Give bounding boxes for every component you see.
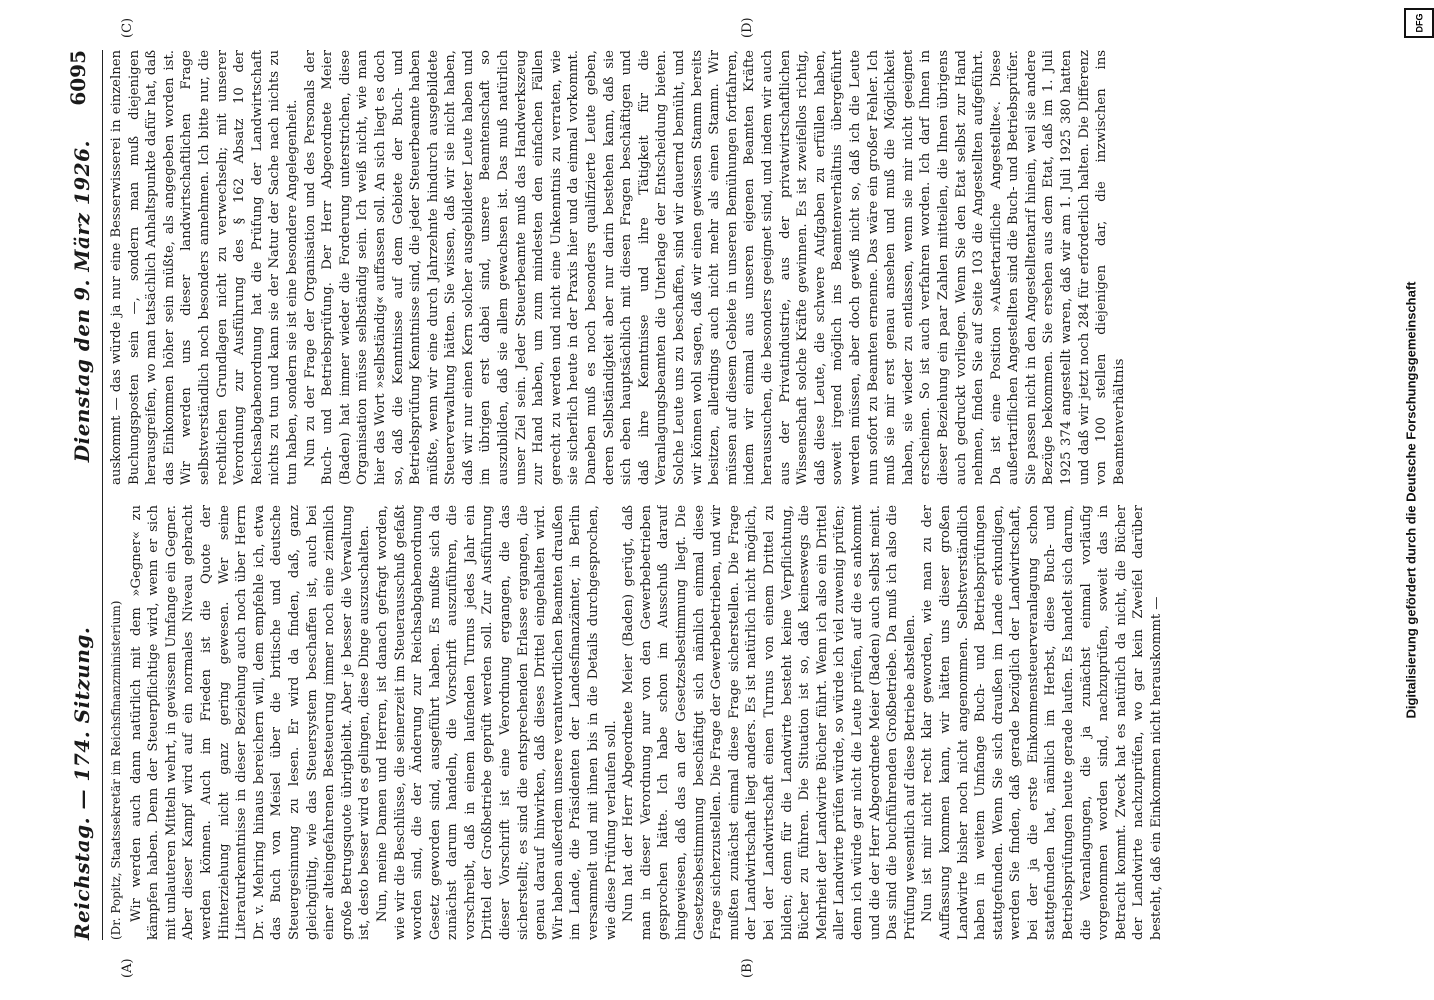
paragraph: Nun, meine Damen und Herren, ist danach gefragt worden, wie wir die Beschlüsse, die seinerzeit im Steuerausschuß gefaßt worden sind, die der Änderung zur Reichsabgabenordnung Gesetz geworden sind, ausgeführt haben. Es mußte sich da zunächst darum handeln, die Vorschrift auszuführen, die vorschreibt, daß in einem laufenden Turnus jedes Jahr ein Drittel der Großbetriebe geprüft werden soll. Zur Ausführung dieser Vorschrift ist eine Verordnung ergangen, die das sicherstellt; es sind die entsprechenden Erlasse ergangen, die genau darauf hinwirken, daß dieses Drittel eingehalten wird. Wir haben außerdem unsere verantwortlichen Beamten draußen im Lande, die Präsidenten der Landesfinanzämter, in Berlin versammelt und mit ihnen bis in die Details durchgesprochen, wie diese Prüfung verlaufen soll. (374, 505, 619, 940)
paragraph: auskommt — das würde ja nur eine Besserwisserei in einzelnen Buchungsposten sein —, sondern man muß diejenigen herausgreifen, wo man tatsächlich Anhaltspunkte dafür hat, daß das Einkommen höher sein müßte, als angegeben worden ist. Wir werden uns dieser landwirtschaftlichen Frage selbstverständlich noch besonders annehmen. Ich bitte nur, die rechtlichen Grundlagen nicht zu verwechseln; mit unserer Verordnung zur Ausführung des § 162 Absatz 10 der Reichsabgabenordnung hat die Prüfung der Landwirtschaft nichts zu tun und kann sie der Natur der Sache nach nichts zu tun haben, sondern sie ist eine besondere Angelegenheit. (109, 50, 300, 485)
dfg-logo-text: DFG (1414, 13, 1424, 33)
margin-mark-c: (C) (120, 17, 135, 38)
speaker-note: (Dr. Popitz, Staatssekretär im Reichsfinanzministerium) (109, 600, 123, 940)
left-column (108, 505, 1368, 940)
margin-mark-b: (B) (740, 958, 755, 978)
paragraph: Nun zu der Frage der Organisation und des Personals der Buch- und Betriebsprüfung. Der Herr Abgeordnete Meier (Baden) hat immer wieder die Forderung unterstrichen, diese Organisation müsse selbständig sein. Ich weiß nicht, wie man hier das Wort »selbständig« auffassen soll. An sich liegt es doch so, daß die Kenntnisse auf dem Gebiete der Buch- und Betriebsprüfung Kenntnisse sind, die jeder Steuerbeamte haben müßte, wenn wir eine durch Jahrzehnte hindurch ausgebildete Steuerverwaltung hätten. Sie wissen, daß wir sie nicht haben, daß wir nur einen Kern solcher ausgebildeter Leute haben und im übrigen erst dabei sind, unsere Beamtenschaft so auszubilden, daß sie allem gewachsen ist. Das muß natürlich unser Ziel sein. Jeder Steuerbeamte muß das Handwerkszeug zur Hand haben, um zum mindesten den einfachen Fällen gerecht zu werden und nicht eine Unkenntnis zu verraten, wie sie sicherlich heute in der Praxis hier und da einmal vorkommt. Daneben muß es noch besonders qualifizierte Leute geben, deren Selbständigkeit aber nur darin bestehen kann, daß sie sich eben hauptsächlich mit diesen Fragen beschäftigen und daß ihre Kenntnisse und ihre Tätigkeit für die Veranlagungsbeamten die Unterlage der Entscheidung bieten. Solche Leute uns zu beschaffen, sind wir dauernd bemüht, und wir können wohl sagen, daß wir einen gewissen Stamm bereits besitzen, allerdings auch nicht mehr als einen Stamm. Wir müssen auf diesem Gebiete in unseren Bemühungen fortfahren, indem wir einmal aus unseren eigenen Beamten Kräfte heraussuchen, die besonders geeignet sind, und indem wir auch aus der Privatindustrie, aus der privatwirtschaftlichen Wissenschaft solche Kräfte gewinnen. Es ist zweifellos richtig, daß diese Leute, die schwere Aufgaben zu erfüllen haben, soweit irgend möglich ins Beamtenverhältnis übergeführt werden müssen, aber doch gewiß nicht so, daß ich die Leute nun sofort zu Beamten ernenne. Das wäre ein großer Fehler. Ich muß sie mir erst genau ansehen und muß die Möglichkeit haben, sie wieder zu entlassen, wenn sie mir nicht geeignet erscheinen. So ist auch verfahren worden. Ich darf Ihnen in dieser Beziehung ein paar Zahlen mitteilen, die Ihnen übrigens auch gedruckt vorliegen. Wenn Sie den Etat selbst zur Hand nehmen, finden Sie auf Seite 103 die Angestellten aufgeführt. Da ist eine Position »Außertarifliche Angestellte«. Diese außertariflichen Angestellten sind die Buch- und Betriebsprüfer. Sie passen nicht in den Angestelltentarif hinein, weil sie andere Bezüge bekommen. Sie ersehen aus dem Etat, daß im 1. Juli 1925 374 angestellt waren, daß wir am 1. Juli 1925 380 hatten und daß wir jetzt noch 284 für erforderlich halten. Die Differenz von 100 stellen diejenigen dar, die inzwischen ins Beamtenverhältnis (302, 50, 1127, 485)
right-column (108, 50, 1368, 485)
page-number: 6095 (66, 50, 90, 106)
header-date: Dienstag den 9. März 1926. (70, 140, 94, 463)
digitization-note: Digitalisierung gefördert durch die Deutsche Forschungsgemeinschaft (1403, 281, 1419, 719)
digitization-strip (1388, 0, 1434, 1000)
paragraph: Nun hat der Herr Abgeordnete Meier (Baden) gerügt, daß man in dieser Verordnung nur von den Gewerbebetrieben gesprochen hätte. Ich habe schon im Ausschuß darauf hingewiesen, daß das an der Gesetzesbestimmung liegt. Die Gesetzesbestimmung beschäftigt sich nämlich einmal diese Frage sicherzustellen. Die Frage der Gewerbebetrieben, und wir mußten zunächst einmal diese Frage sicherstellen. Die Frage der Landwirtschaft liegt anders. Es ist natürlich nicht möglich, bei der Landwirtschaft einen Turnus von einem Drittel zu bilden; denn für die Landwirte besteht keine Verpflichtung, Bücher zu führen. Die Situation ist so, daß keineswegs die Mehrheit der Landwirte Bücher führt. Wenn ich also ein Drittel aller Landwirte prüfen würde, so würde ich viel zuwenig prüfen; denn ich würde gar nicht die Leute prüfen, auf die es ankommt und die der Herr Abgeordnete Meier (Baden) auch selbst meint. Das sind die buchführenden Großbetriebe. Da muß ich also die Prüfung wesentlich auf diese Betriebe abstellen. (621, 505, 918, 940)
margin-mark-a: (A) (120, 958, 135, 978)
margin-mark-d: (D) (740, 17, 755, 38)
header-session: Reichstag. — 174. Sitzung. (70, 626, 94, 940)
dfg-logo (1404, 8, 1434, 38)
paragraph: Wir werden auch dann natürlich mit dem »Gegner« zu kämpfen haben. Denn der Steuerpflichtige wird, wenn er sich mit unlauteren Mitteln wehrt, in gewissem Umfange ein Gegner. Aber dieser Kampf wird auf ein normales Niveau gebracht werden können. Auch im Frieden ist die Quote der Hinterziehung nicht ganz gering gewesen. Wer seine Literaturkenntnisse in dieser Beziehung auch noch über Herrn Dr. v. Mehring hinaus bereichern will, dem empfehle ich, etwa das Buch von Meisel über die britische und deutsche Steuergesinnung zu lesen. Er wird da finden, daß, ganz gleichgültig, wie das Steuersystem beschaffen ist, auch bei einer alteingefahrenen Besteuerung immer noch eine ziemlich große Betrugsquote übrigbleibt. Aber je besser die Verwaltung ist, desto besser wird es gelingen, diese Dinge auszuschalten. (128, 505, 373, 940)
paragraph: Nun ist mir nicht recht klar geworden, wie man zu der Auffassung kommen kann, wir hätten uns dieser großen Landwirte bisher noch nicht angenommen. Selbstverständlich haben in weitem Umfange Buch- und Betriebsprüfungen stattgefunden. Wenn Sie sich draußen im Lande erkundigen, werden Sie finden, daß gerade bezüglich der Landwirtschaft, bei der ja die erste Einkommensteuerveranlagung schon stattgefunden hat, nämlich im Herbst, diese Buch- und Betriebsprüfungen heute gerade laufen. Es handelt sich darum, die Veranlagungen, die ja zunächst einmal vorläufig vorgenommen worden sind, nachzuprüfen, soweit das in Betracht kommt. Zweck hat es natürlich da nicht, die Bücher der Landwirte nachzuprüfen, wo gar kein Zweifel darüber besteht, daß ein Einkommen nicht herauskommt — (920, 505, 1165, 940)
page-header (66, 50, 103, 940)
